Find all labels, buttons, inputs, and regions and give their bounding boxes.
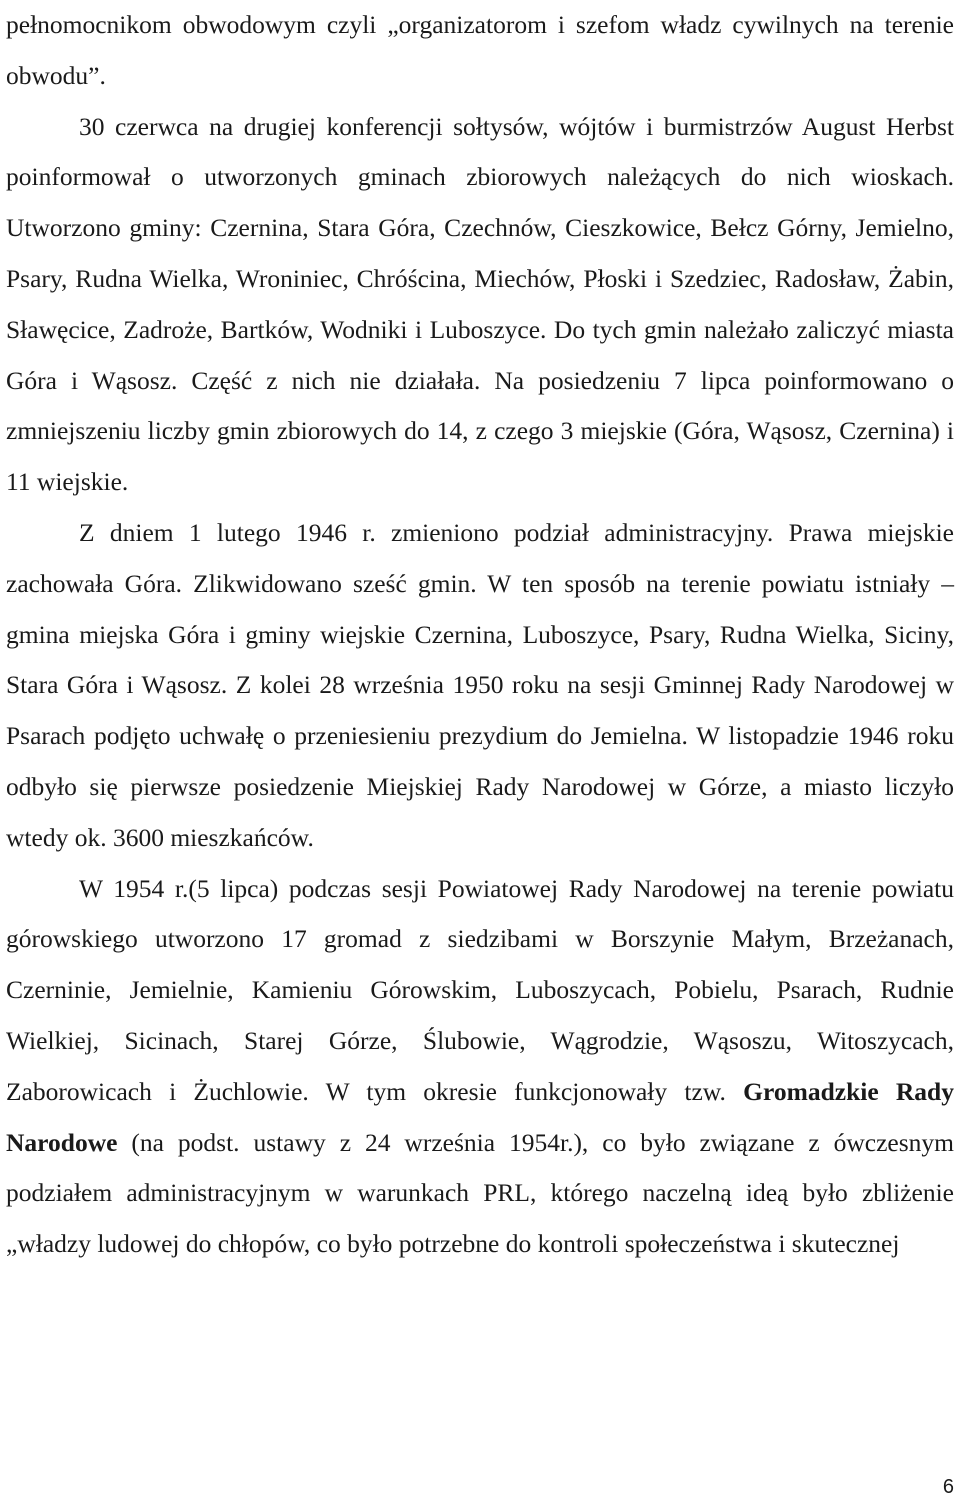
- paragraph-4: [6, 864, 954, 1270]
- paragraph-1: [6, 0, 954, 102]
- paragraph-4-text-start: W 1954 r.(5 lipca) podczas sesji Powiatowej Rady Narodowej na terenie powiatu górowskiego utworzono 17 gromad z siedzibami w Borszynie Małym, Brzeżanach, Czerninie, Jemielnie, Kamieniu Górowskim, Luboszycach, Pobielu, Psarach, Rudnie Wielkiej, Sicinach, Starej Górze, Ślubowie, Wągrodzie, Wąsoszu, Witoszycach, Zaborowicach i Żuchlowie. W tym okresie funkcjonowały tzw.: [6, 873, 954, 1106]
- document-page: [6, 0, 954, 1270]
- paragraph-1-text: pełnomocnikom obwodowym czyli „organizatorom i szefom władz cywilnych na terenie obwodu”.: [6, 10, 954, 90]
- paragraph-2: [6, 102, 954, 508]
- paragraph-4-text-end: (na podst. ustawy z 24 września 1954r.), co było związane z ówczesnym podziałem administracyjnym w warunkach PRL, którego naczelną ideą było zbliżenie „władzy ludowej do chłopów, co było potrzebne do kontroli społeczeństwa i skutecznej: [6, 1127, 954, 1259]
- paragraph-3: [6, 508, 954, 864]
- page-number: 6: [942, 1476, 954, 1498]
- paragraph-4-bold-term: Gromadzkie Rady Narodowe: [6, 1076, 954, 1157]
- paragraph-3-text: Z dniem 1 lutego 1946 r. zmieniono podział administracyjny. Prawa miejskie zachowała Góra. Zlikwidowano sześć gmin. W ten sposób na terenie powiatu istniały – gmina miejska Góra i gminy wiejskie Czernina, Luboszyce, Psary, Rudna Wielka, Siciny, Stara Góra i Wąsosz. Z kolei 28 września 1950 roku na sesji Gminnej Rady Narodowej w Psarach podjęto uchwałę o przeniesieniu prezydium do Jemielna. W listopadzie 1946 roku odbyło się pierwsze posiedzenie Miejskiej Rady Narodowej w Górze, a miasto liczyło wtedy ok. 3600 mieszkańców.: [6, 517, 954, 852]
- paragraph-2-text: 30 czerwca na drugiej konferencji sołtysów, wójtów i burmistrzów August Herbst poinformował o utworzonych gminach zbiorowych należących do nich wioskach. Utworzono gminy: Czernina, Stara Góra, Czechnów, Cieszkowice, Bełcz Górny, Jemielno, Psary, Rudna Wielka, Wroniniec, Chróścina, Miechów, Płoski i Szedziec, Radosław, Żabin, Sławęcice, Zadroże, Bartków, Wodniki i Luboszyce. Do tych gmin należało zaliczyć miasta Góra i Wąsosz. Część z nich nie działała. Na posiedzeniu 7 lipca poinformowano o zmniejszeniu liczby gmin zbiorowych do 14, z czego 3 miejskie (Góra, Wąsosz, Czernina) i 11 wiejskie.: [6, 111, 954, 497]
